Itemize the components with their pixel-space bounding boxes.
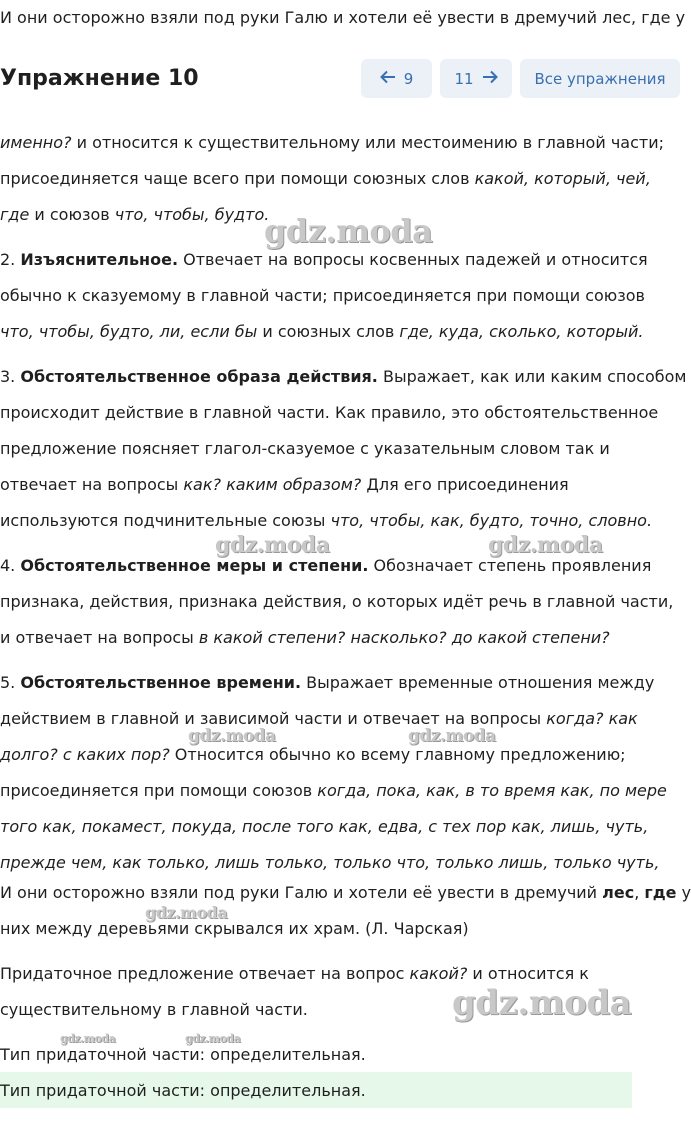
theory-line: прежде чем, как только, лишь только, только что, только лишь, только чуть, [0,853,660,872]
top-sentence-line: И они осторожно взяли под руки Галю и хотели её увести в дремучий лес, где у [0,8,686,27]
answer-type-highlighted: Тип придаточной части: определительная. [0,1081,366,1100]
theory-line: происходит действие в главной части. Как правило, это обстоятельственное [0,403,659,422]
watermark: gdz.moda [408,726,496,746]
theory-line: и отвечает на вопросы в какой степени? насколько? до какой степени? [0,628,610,647]
theory-line: присоединяется чаще всего при помощи союзных слов какой, который, чей, [0,169,651,188]
watermark: gdz.moda [215,532,330,558]
theory-line: 3. Обстоятельственное образа действия. Выражает, как или каким способом [0,367,687,386]
theory-line: 2. Изъяснительное. Отвечает на вопросы косвенных падежей и относится [0,250,648,269]
theory-line: где и союзов что, чтобы, будто. [0,205,270,224]
prev-exercise-label: 9 [403,69,414,88]
theory-line: долго? с каких пор? Относится обычно ко всему главному предложению; [0,745,626,764]
page-title: Упражнение 10 [0,66,199,91]
theory-line: действием в главной и зависимой части и отвечает на вопросы когда? как [0,709,638,728]
theory-line: признака, действия, признака действия, о которых идёт речь в главной части, [0,592,674,611]
watermark: gdz.moda [488,532,603,558]
arrow-right-icon [482,70,498,88]
answer-sentence-line: И они осторожно взяли под руки Галю и хотели её увести в дремучий лес, где у [0,883,691,902]
answer-explanation-line: существительному в главной части. [0,1000,308,1019]
theory-line: 5. Обстоятельственное времени. Выражает временные отношения между [0,673,655,692]
prev-exercise-button[interactable] [361,59,432,98]
watermark: gdz.moda [452,983,632,1023]
theory-line: того как, покамест, покуда, после того как, едва, с тех пор как, лишь, чуть, [0,817,649,836]
theory-line: именно? и относится к существительному или местоимению в главной части; [0,133,664,152]
watermark: gdz.moda [188,726,276,746]
watermark: gdz.moda [60,1032,116,1045]
answer-explanation-line: Придаточное предложение отвечает на вопрос какой? и относится к [0,964,589,983]
theory-line: предложение поясняет глагол-сказуемое с указательным словом так и [0,439,610,458]
next-exercise-button[interactable] [440,59,512,98]
watermark: gdz.moda [145,903,228,922]
theory-line: 4. Обстоятельственное меры и степени. Обозначает степень проявления [0,556,652,575]
theory-line: отвечает на вопросы как? каким образом? Для его присоединения [0,475,569,494]
theory-line: используются подчинительные союзы что, чтобы, как, будто, точно, словно. [0,511,653,530]
answer-sentence-line: них между деревьями скрывался их храм. (Л. Чарская) [0,919,469,938]
arrow-left-icon [380,70,396,88]
next-exercise-label: 11 [454,69,474,88]
watermark: gdz.moda [264,212,433,250]
watermark: gdz.moda [185,1032,241,1045]
all-exercises-button[interactable]: Все упражнения [520,59,680,98]
theory-line: что, чтобы, будто, ли, если бы и союзных слов где, куда, сколько, который. [0,322,644,341]
theory-line: присоединяется при помощи союзов когда, пока, как, в то время как, по мере [0,781,667,800]
theory-line: обычно к сказуемому в главной части; присоединяется при помощи союзов [0,286,645,305]
answer-type-line: Тип придаточной части: определительная. [0,1045,366,1064]
